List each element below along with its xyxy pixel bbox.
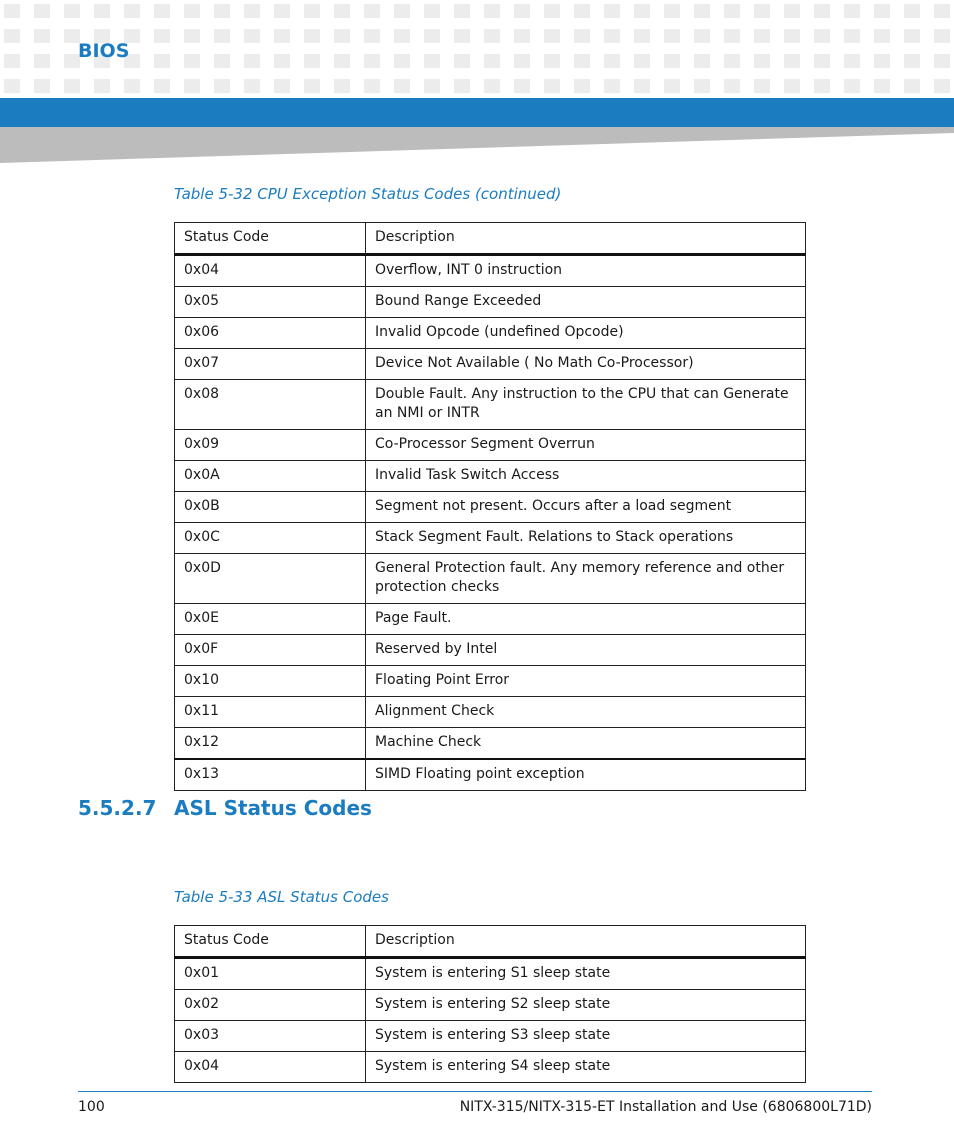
header-dot [244, 29, 260, 43]
header-dot [874, 79, 890, 93]
header-dot [334, 4, 350, 18]
header-dot [364, 29, 380, 43]
asl-status-table [174, 925, 806, 1083]
header-dot [4, 79, 20, 93]
header-grey-wedge [0, 127, 954, 163]
description-cell: Alignment Check [366, 697, 806, 728]
header-dot [514, 54, 530, 68]
header-dot [664, 29, 680, 43]
header-dot [184, 29, 200, 43]
description-cell: Invalid Task Switch Access [366, 461, 806, 492]
column-header: Status Code [175, 223, 366, 255]
header-dot [844, 4, 860, 18]
header-dot [934, 4, 950, 18]
description-cell: SIMD Floating point exception [366, 759, 806, 791]
status-code-cell: 0x0A [175, 461, 366, 492]
header-dot [484, 79, 500, 93]
header-dot [394, 79, 410, 93]
header-dot [394, 54, 410, 68]
header-dot [574, 4, 590, 18]
header-dot [604, 54, 620, 68]
description-cell: Device Not Available ( No Math Co-Processor) [366, 349, 806, 380]
status-code-cell: 0x03 [175, 1021, 366, 1052]
header-dot [34, 4, 50, 18]
description-cell: General Protection fault. Any memory reference and other protection checks [366, 554, 806, 604]
table-row [175, 697, 806, 728]
header-dot [844, 54, 860, 68]
header-dot [754, 79, 770, 93]
table-header-row [175, 926, 806, 958]
header-dot [124, 79, 140, 93]
header-dot [304, 4, 320, 18]
status-code-cell: 0x07 [175, 349, 366, 380]
header-dot [544, 4, 560, 18]
header-dot [724, 54, 740, 68]
header-dot [4, 4, 20, 18]
status-code-cell: 0x0E [175, 604, 366, 635]
header-dot [544, 29, 560, 43]
header-dot [244, 79, 260, 93]
header-dot [784, 4, 800, 18]
header-dot [634, 54, 650, 68]
description-cell: Overflow, INT 0 instruction [366, 255, 806, 287]
section-heading [78, 796, 372, 820]
status-code-cell: 0x0F [175, 635, 366, 666]
header-dot [34, 79, 50, 93]
header-dot [574, 29, 590, 43]
header-dot [514, 4, 530, 18]
header-dot [814, 79, 830, 93]
status-code-cell: 0x05 [175, 287, 366, 318]
header-dot [94, 4, 110, 18]
table-row [175, 604, 806, 635]
header-dot [364, 54, 380, 68]
header-dot [934, 79, 950, 93]
running-header-title: BIOS [78, 40, 130, 62]
table-row [175, 635, 806, 666]
status-code-cell: 0x0D [175, 554, 366, 604]
header-dot [544, 79, 560, 93]
description-cell: System is entering S4 sleep state [366, 1052, 806, 1083]
table-row [175, 1052, 806, 1083]
header-dot [34, 29, 50, 43]
header-dot [484, 29, 500, 43]
header-dot [34, 54, 50, 68]
header-dot [784, 54, 800, 68]
header-dot [514, 29, 530, 43]
header-dot [334, 29, 350, 43]
table-row [175, 318, 806, 349]
header-dot [244, 54, 260, 68]
header-dot [364, 79, 380, 93]
status-code-cell: 0x13 [175, 759, 366, 791]
header-dot [274, 4, 290, 18]
header-dot [124, 4, 140, 18]
header-dot [274, 54, 290, 68]
table-row [175, 492, 806, 523]
description-cell: System is entering S3 sleep state [366, 1021, 806, 1052]
header-dot [934, 54, 950, 68]
header-dot [844, 29, 860, 43]
header-dot [64, 4, 80, 18]
header-dot [904, 54, 920, 68]
header-dot [334, 54, 350, 68]
table-row [175, 1021, 806, 1052]
description-cell: Stack Segment Fault. Relations to Stack operations [366, 523, 806, 554]
status-code-cell: 0x0C [175, 523, 366, 554]
status-code-cell: 0x11 [175, 697, 366, 728]
header-dot [244, 4, 260, 18]
status-code-cell: 0x02 [175, 990, 366, 1021]
header-dot [604, 79, 620, 93]
header-dot [214, 29, 230, 43]
header-dot [604, 29, 620, 43]
header-dot [724, 4, 740, 18]
header-dot [754, 54, 770, 68]
description-cell: Segment not present. Occurs after a load segment [366, 492, 806, 523]
header-dot [664, 4, 680, 18]
header-dot [934, 29, 950, 43]
header-dot [904, 4, 920, 18]
header-dot [754, 29, 770, 43]
table-row [175, 461, 806, 492]
header-dot [904, 29, 920, 43]
header-dot [694, 79, 710, 93]
header-dot [424, 79, 440, 93]
header-dot [544, 54, 560, 68]
header-dot [154, 79, 170, 93]
header-dot [664, 54, 680, 68]
header-dot [694, 29, 710, 43]
header-dot [274, 29, 290, 43]
header-dot [874, 4, 890, 18]
header-dot [154, 29, 170, 43]
column-header: Description [366, 926, 806, 958]
header-dot [634, 4, 650, 18]
description-cell: System is entering S2 sleep state [366, 990, 806, 1021]
header-dot [454, 4, 470, 18]
status-code-cell: 0x10 [175, 666, 366, 697]
header-dot [304, 54, 320, 68]
column-header: Status Code [175, 926, 366, 958]
header-dot [574, 54, 590, 68]
header-dot [724, 79, 740, 93]
table-row [175, 728, 806, 760]
header-dot [214, 54, 230, 68]
table-caption-cpu-exception: Table 5-32 CPU Exception Status Codes (continued) [174, 185, 562, 203]
document-title: NITX-315/NITX-315-ET Installation and Use (6806800L71D) [459, 1099, 872, 1115]
description-cell: Floating Point Error [366, 666, 806, 697]
header-dot [304, 29, 320, 43]
status-code-cell: 0x09 [175, 430, 366, 461]
section-number: 5.5.2.7 [78, 796, 157, 820]
description-cell: Reserved by Intel [366, 635, 806, 666]
table-caption-asl-status: Table 5-33 ASL Status Codes [174, 888, 389, 906]
header-dot [904, 79, 920, 93]
header-dot [454, 29, 470, 43]
header-dot [214, 4, 230, 18]
header-dot [184, 4, 200, 18]
description-cell: Page Fault. [366, 604, 806, 635]
table-row [175, 287, 806, 318]
table-row [175, 990, 806, 1021]
header-dot [184, 54, 200, 68]
header-dot [364, 4, 380, 18]
status-code-cell: 0x01 [175, 958, 366, 990]
header-dot [154, 4, 170, 18]
table-row [175, 759, 806, 791]
header-dot [424, 29, 440, 43]
status-code-cell: 0x04 [175, 255, 366, 287]
header-dot [754, 4, 770, 18]
header-dot [64, 79, 80, 93]
header-dot [514, 79, 530, 93]
table-row [175, 430, 806, 461]
header-dot [844, 79, 860, 93]
status-code-cell: 0x12 [175, 728, 366, 760]
table-row [175, 554, 806, 604]
header-dot [484, 54, 500, 68]
status-code-cell: 0x04 [175, 1052, 366, 1083]
table-row [175, 523, 806, 554]
footer-rule [78, 1091, 872, 1092]
header-dot [874, 54, 890, 68]
description-cell: Invalid Opcode (undefined Opcode) [366, 318, 806, 349]
header-dot [424, 4, 440, 18]
header-dot [724, 29, 740, 43]
description-cell: Co-Processor Segment Overrun [366, 430, 806, 461]
header-dot [274, 79, 290, 93]
header-dot [154, 54, 170, 68]
header-dot [394, 29, 410, 43]
table-row [175, 255, 806, 287]
description-cell: Machine Check [366, 728, 806, 760]
header-blue-bar [0, 98, 954, 127]
cpu-exception-status-table [174, 222, 806, 791]
header-dot [334, 79, 350, 93]
header-dot [634, 29, 650, 43]
header-dot [184, 79, 200, 93]
header-dot [454, 79, 470, 93]
section-title: ASL Status Codes [174, 796, 372, 820]
status-code-cell: 0x06 [175, 318, 366, 349]
status-code-cell: 0x08 [175, 380, 366, 430]
header-dot [214, 79, 230, 93]
header-dot [394, 4, 410, 18]
header-dot [694, 4, 710, 18]
header-dot [814, 54, 830, 68]
header-dot [94, 79, 110, 93]
header-dot [814, 29, 830, 43]
page-number: 100 [78, 1099, 105, 1115]
header-dot [424, 54, 440, 68]
table-row [175, 666, 806, 697]
header-dot [664, 79, 680, 93]
header-dot-pattern [0, 0, 954, 98]
header-dot [874, 29, 890, 43]
header-dot [784, 29, 800, 43]
table-row [175, 380, 806, 430]
header-dot [634, 79, 650, 93]
header-dot [4, 54, 20, 68]
header-dot [4, 29, 20, 43]
header-dot [694, 54, 710, 68]
column-header: Description [366, 223, 806, 255]
header-dot [304, 79, 320, 93]
description-cell: System is entering S1 sleep state [366, 958, 806, 990]
table-header-row [175, 223, 806, 255]
status-code-cell: 0x0B [175, 492, 366, 523]
header-dot [784, 79, 800, 93]
table-row [175, 958, 806, 990]
header-dot [604, 4, 620, 18]
header-dot [814, 4, 830, 18]
description-cell: Double Fault. Any instruction to the CPU that can Generate an NMI or INTR [366, 380, 806, 430]
table-row [175, 349, 806, 380]
description-cell: Bound Range Exceeded [366, 287, 806, 318]
header-dot [484, 4, 500, 18]
header-dot [454, 54, 470, 68]
header-dot [574, 79, 590, 93]
